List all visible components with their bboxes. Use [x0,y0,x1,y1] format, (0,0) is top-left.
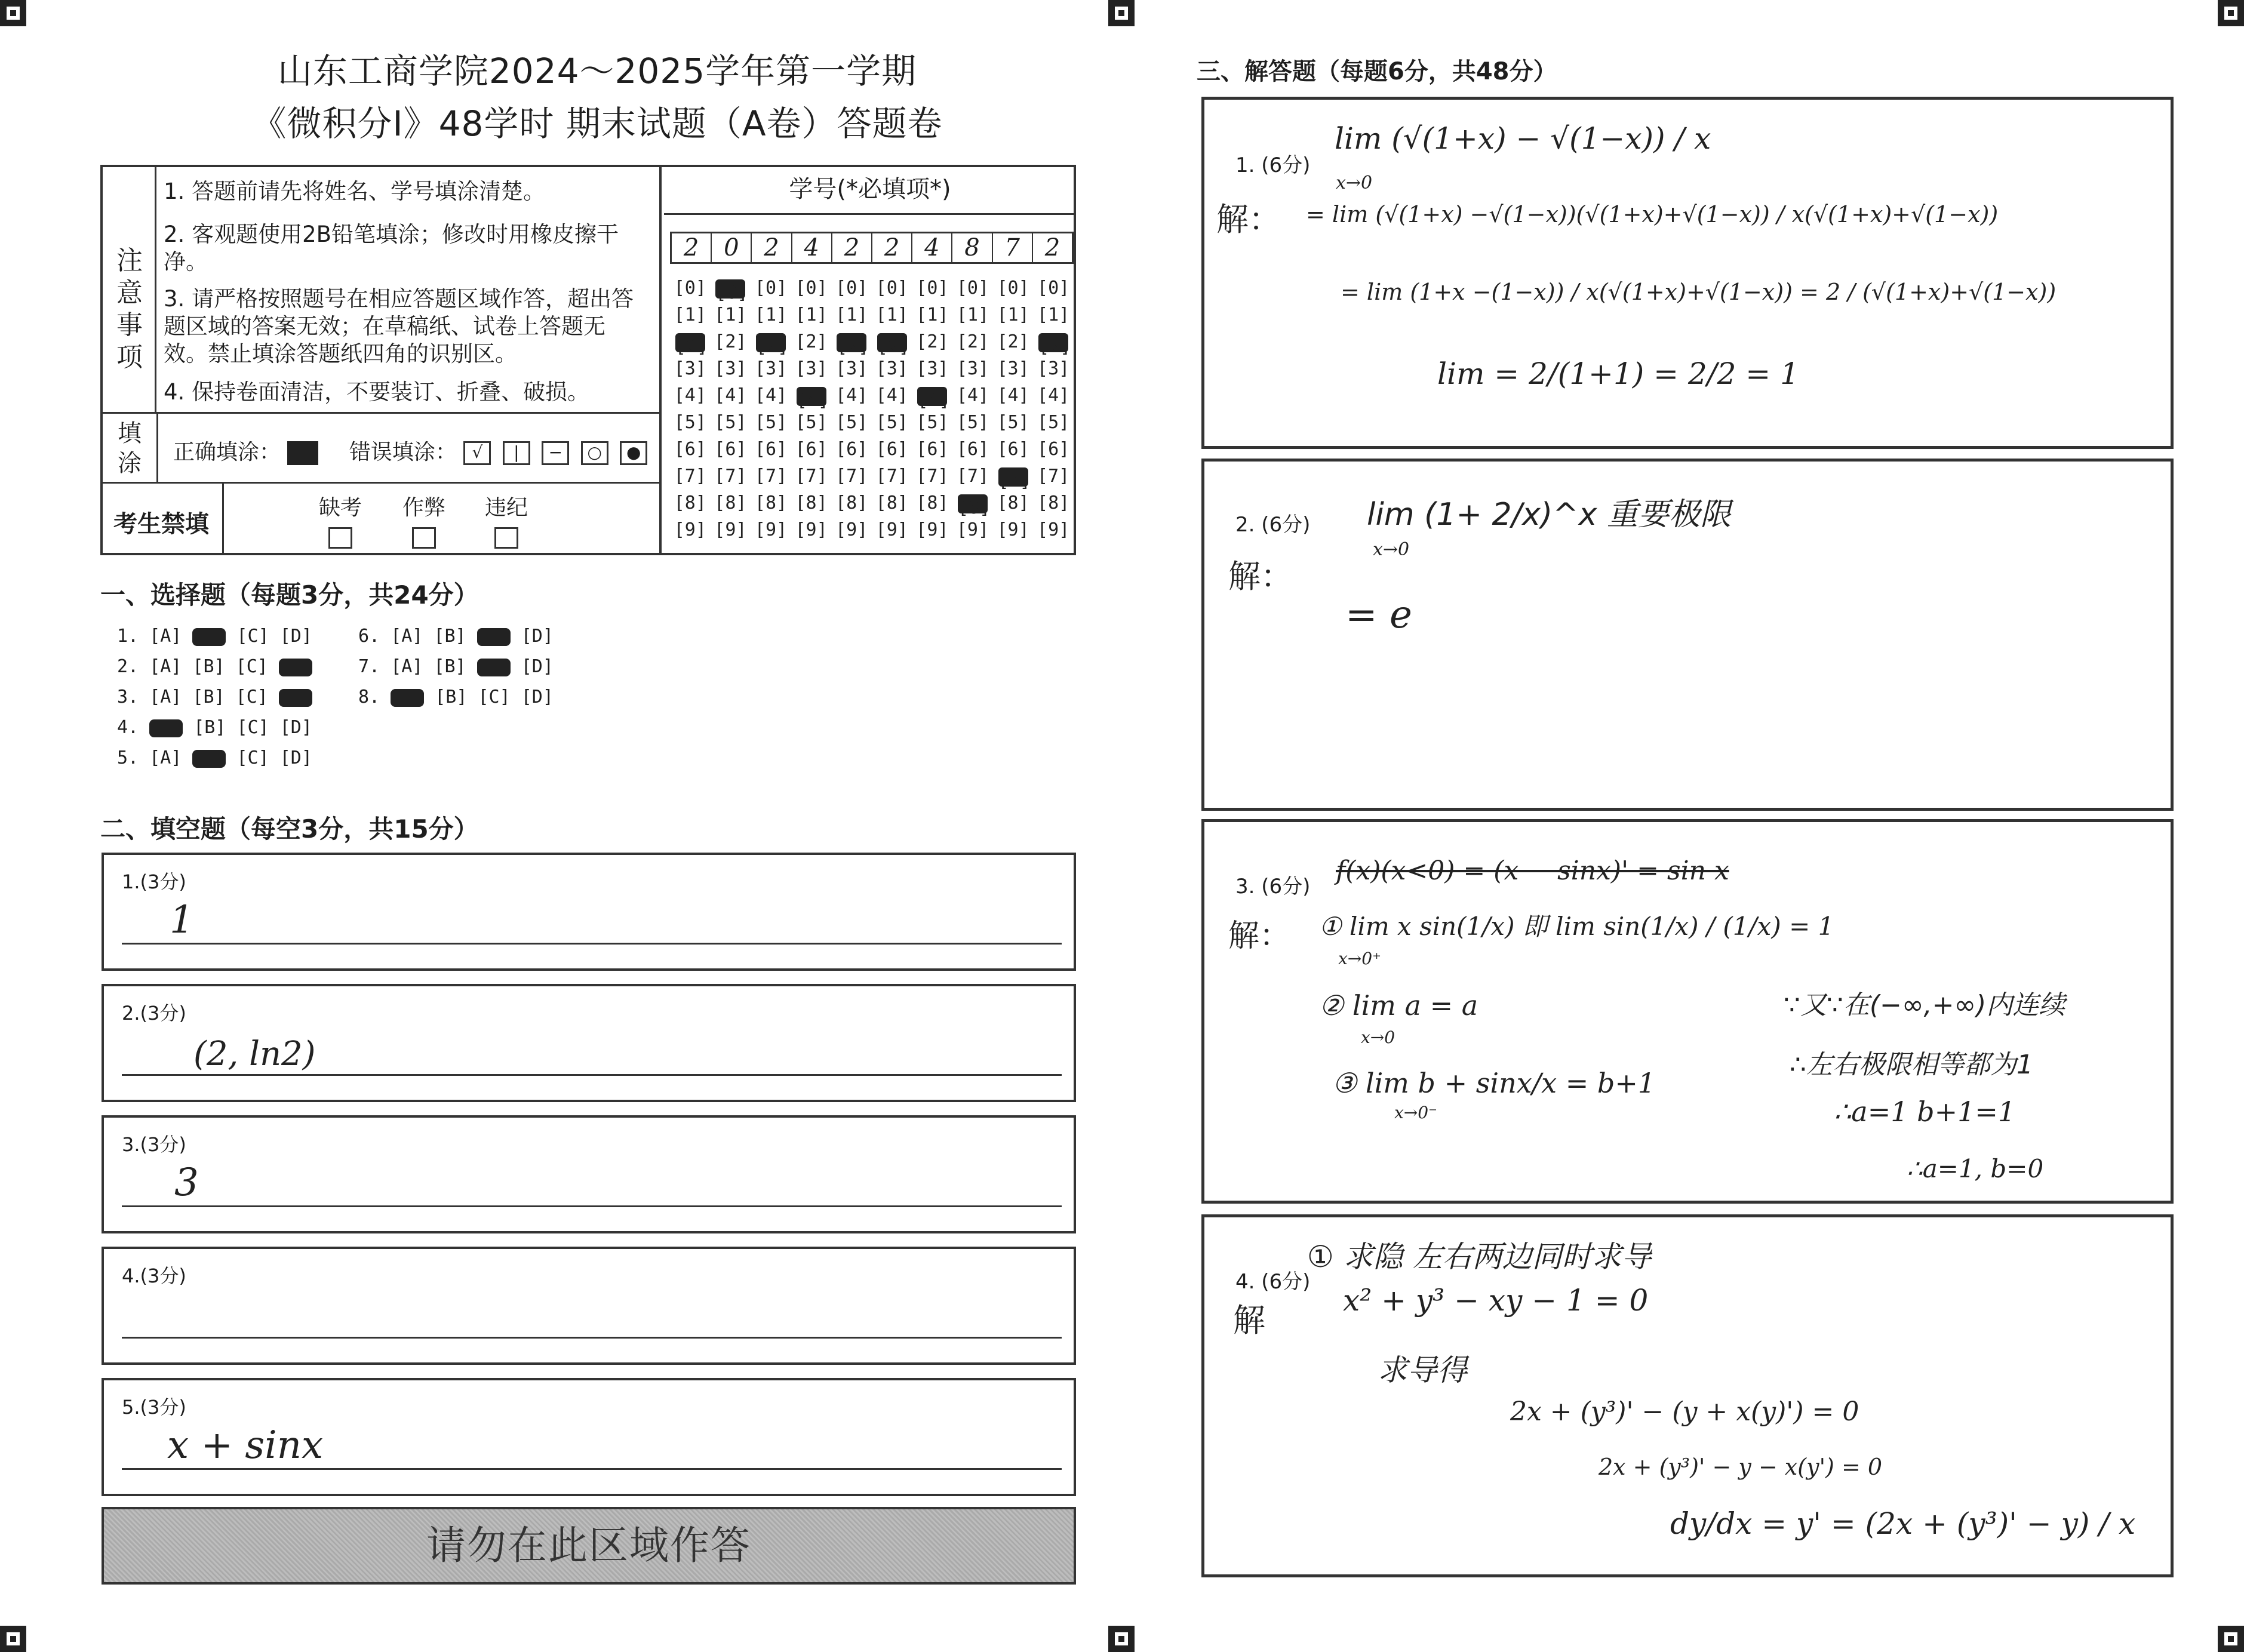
student-id-bubble[interactable]: [9] [754,519,788,540]
note-item-4: 4. 保持卷面清洁，不要装订、折叠、破损。 [164,379,590,405]
bubble-row [670,436,1074,463]
student-id-bubble[interactable]: [5] [674,412,706,433]
student-id-bubble[interactable]: [1] [714,304,747,325]
student-id-digit[interactable]: 7 [993,233,1033,262]
student-id-bubble[interactable]: [7] [674,466,706,487]
student-id-bubble[interactable]: [8] [754,493,788,513]
bubble-row [670,463,1074,490]
student-id-digit[interactable]: 2 [672,233,712,262]
student-id-digit[interactable]: 2 [872,233,912,262]
student-id-bubble[interactable]: [1] [916,304,949,325]
section1-title: 一、选择题（每题3分，共24分） [100,580,479,610]
student-id-bubble[interactable]: [5] [714,412,747,433]
fill-blank-answer[interactable]: x + sinx [167,1423,324,1468]
handwritten-line: = e [1345,593,1412,637]
student-id-bubble[interactable]: [3] [956,358,989,379]
student-id-bubble[interactable]: [3] [916,358,949,379]
fill-blank-box-2 [102,984,1076,1102]
student-id-bubble[interactable]: [7] [714,466,747,487]
student-id-bubble[interactable]: [2] [997,331,1029,352]
bubble-row [670,275,1074,302]
wrong-fill-example-dot: ● [620,441,647,465]
mc-question-number: 1. [117,626,150,647]
mc-option[interactable]: [C] [235,687,268,707]
mc-option[interactable]: [D] [521,626,554,647]
wrong-fill-label: 错误填涂： [349,440,457,464]
student-id-bubble[interactable]: [0] [795,278,828,299]
fill-blank-box-3 [102,1115,1076,1233]
student-id-bubble[interactable]: [0] [916,278,949,299]
mc-option[interactable]: [C] [236,717,269,738]
corner-mark-bottom-center [1108,1626,1135,1652]
exam-title-line1: 山东工商学院2024～2025学年第一学期 [277,51,917,91]
student-id-bubble[interactable]: [5] [956,412,989,433]
no-answer-zone [102,1507,1076,1585]
limit-subscript: x→0 [1336,173,1373,193]
student-id-bubble[interactable]: [3] [714,358,747,379]
student-id-bubble-grid [670,275,1074,543]
student-id-bubble[interactable]: [5] [835,412,868,433]
mc-question [117,626,323,647]
mc-option[interactable]: [D] [521,687,554,707]
note-item-2: 2. 客观题使用2B铅笔填涂；修改时用橡皮擦干净。 [164,222,619,275]
student-id-bubble[interactable]: [4] [956,385,989,406]
note-item-3: 3. 请严格按照题号在相应答题区域作答，超出答题区域的答案无效；在草稿纸、试卷上答题无效。禁止填涂答题纸四角的识别区。 [164,286,634,367]
student-id-bubble[interactable]: [6] [795,439,828,460]
handwritten-line: ② lim a = a [1319,989,1478,1022]
student-id-bubble[interactable]: [4] [1037,385,1070,406]
mc-question-number: 7. [358,656,391,677]
absent-label: 缺考 [319,496,362,520]
student-id-bubble[interactable]: [8] [714,493,747,513]
student-id-digit[interactable]: 4 [792,233,832,262]
mc-question-number: 6. [358,626,391,647]
handwritten-line: lim = 2/(1+1) = 2/2 = 1 [1437,356,1799,391]
fill-blank-label: 1.(3分) [122,870,186,893]
student-id-bubble-filled[interactable]: [2] [872,328,912,355]
solution-label: 解： [1228,918,1291,954]
mc-option[interactable]: [A] [391,656,423,677]
student-id-bubble[interactable]: [4] [997,385,1029,406]
handwritten-line: dy/dx = y' = (2x + (y³)' − y) / x [1670,1506,2136,1541]
student-id-bubble[interactable]: [1] [1037,304,1070,325]
mc-option[interactable]: [D] [279,717,312,738]
wrong-fill-example-bar: | [503,441,530,465]
student-id-bubble[interactable]: [7] [795,466,828,487]
notes-column [103,167,156,412]
student-id-bubble[interactable]: [8] [795,493,828,513]
handwritten-line: 2x + (y³)' − y − x(y') = 0 [1599,1454,1883,1480]
correct-fill-label: 正确填涂： [173,440,281,464]
student-id-bubble[interactable]: [4] [835,385,868,406]
student-id-bubble[interactable]: [0] [956,278,989,299]
handwritten-line: ∴左右极限相等都为1 [1790,1050,2033,1080]
student-id-digit[interactable]: 0 [712,233,752,262]
mc-question-number: 8. [358,687,391,707]
student-id-bubble[interactable]: [7] [956,466,989,487]
fill-blank-answer[interactable]: (2, ln2) [193,1035,316,1073]
student-id-bubble[interactable]: [9] [875,519,908,540]
answer-box-q1 [1201,97,2174,449]
student-id-bubble[interactable]: [5] [997,412,1029,433]
student-id-bubble[interactable]: [5] [754,412,788,433]
student-id-bubble[interactable]: [5] [1037,412,1070,433]
bubble-row [670,490,1074,516]
student-id-bubble[interactable]: [7] [835,466,868,487]
no-answer-zone-text: 请勿在此区域作答 [426,1522,751,1568]
student-id-bubble[interactable]: [6] [835,439,868,460]
mc-option[interactable]: [C] [236,626,269,647]
mc-option[interactable]: [C] [478,687,511,707]
fill-blank-answer[interactable]: 3 [174,1161,199,1205]
student-id-written [670,232,1074,264]
student-id-bubble[interactable]: [8] [1037,493,1070,513]
mc-option[interactable]: [B] [192,656,225,677]
mc-option[interactable]: [A] [391,626,423,647]
student-id-digit[interactable]: 8 [952,233,992,262]
fill-blank-label: 2.(3分) [122,1002,186,1025]
student-id-bubble[interactable]: [9] [835,519,868,540]
mc-option[interactable]: [D] [279,626,312,647]
mc-question [358,687,564,707]
mc-option-filled[interactable] [279,689,312,707]
student-id-bubble[interactable]: [4] [875,385,908,406]
handwritten-line: ∴a=1, b=0 [1907,1154,2044,1183]
question-label: 2. (6分) [1235,513,1311,537]
bubble-row [670,302,1074,328]
mc-option[interactable]: [A] [149,656,182,677]
mc-question [117,687,323,707]
student-id-bubble[interactable]: [6] [754,439,788,460]
fill-blank-box-5 [102,1378,1076,1496]
bubble-row [670,516,1074,543]
fill-blank-label: 4.(3分) [122,1265,186,1287]
student-id-bubble[interactable]: [7] [754,466,788,487]
bubble-row [670,409,1074,436]
student-id-bubble[interactable]: [6] [875,439,908,460]
student-id-bubble[interactable]: [2] [795,331,828,352]
handwritten-line: 求导得 [1378,1353,1467,1388]
solution-label: 解： [1216,201,1281,238]
mc-question [117,656,323,677]
student-id-bubble[interactable]: [2] [956,331,989,352]
student-id-bubble[interactable]: [6] [674,439,706,460]
mc-option[interactable]: [B] [435,687,468,707]
student-id-bubble[interactable]: [5] [875,412,908,433]
question-label: 4. (6分) [1235,1270,1311,1294]
fill-example-row [103,412,659,484]
mc-question [358,656,564,677]
mc-option[interactable]: [D] [521,656,554,677]
student-id-bubble-filled[interactable]: [2] [751,328,791,355]
correct-fill-example [287,441,318,465]
cheating-label: 作弊 [402,496,446,520]
student-id-bubble[interactable]: [1] [956,304,989,325]
student-id-bubble[interactable]: [7] [875,466,908,487]
mc-option-filled[interactable] [149,719,183,737]
mc-question-number: 4. [117,717,150,738]
section2-title: 二、填空题（每空3分，共15分） [100,814,479,844]
bubble-row [670,382,1074,409]
handwritten-line: f(x)(x<0) = (x − sinx)' = sin x [1336,856,1729,886]
student-id-bubble[interactable]: [2] [916,331,949,352]
mc-option[interactable]: [A] [149,626,182,647]
answer-box-q3 [1201,819,2174,1204]
student-id-bubble[interactable]: [8] [916,493,949,513]
student-id-bubble-filled[interactable]: [4] [791,382,832,409]
student-id-bubble[interactable]: [3] [754,358,788,379]
student-id-bubble[interactable]: [9] [674,519,706,540]
student-id-bubble[interactable]: [7] [1037,466,1070,487]
mc-question [117,747,323,768]
answer-box-q4 [1201,1214,2174,1577]
student-id-bubble[interactable]: [9] [956,519,989,540]
student-id-bubble[interactable]: [6] [956,439,989,460]
mc-question-number: 2. [117,656,150,677]
mc-option-filled[interactable] [192,750,226,768]
exam-title-line2: 《微积分I》48学时 期末试题（A卷）答题卷 [251,103,943,144]
notes-label: 注意事项 [116,245,143,373]
student-id-bubble[interactable]: [1] [997,304,1029,325]
corner-mark-top-left [0,0,26,26]
mc-option[interactable]: [D] [279,747,312,768]
student-id-bubble[interactable]: [9] [714,519,747,540]
student-id-bubble[interactable]: [1] [754,304,788,325]
student-id-title: 学号(*必填项*) [664,167,1076,215]
limit-subscript: x→0⁻ [1394,1103,1437,1122]
student-id-bubble[interactable]: [8] [835,493,868,513]
fill-blank-label: 3.(3分) [122,1133,186,1156]
mc-option[interactable]: [C] [235,656,268,677]
student-id-bubble[interactable]: [9] [997,519,1029,540]
mc-option[interactable]: [B] [193,717,226,738]
fill-blank-box-1 [102,853,1076,971]
student-id-bubble[interactable]: [2] [714,331,747,352]
header-info-box [100,165,1076,555]
handwritten-line: ① 求隐 左右两边同时求导 [1307,1239,1652,1274]
handwritten-line: 2x + (y³)' − (y + x(y)') = 0 [1510,1396,1859,1427]
student-id-bubble[interactable]: [1] [674,304,706,325]
student-id-bubble[interactable]: [0] [835,278,868,299]
student-id-bubble[interactable]: [9] [916,519,949,540]
student-id-bubble[interactable]: [0] [997,278,1029,299]
student-id-bubble[interactable]: [6] [997,439,1029,460]
student-id-bubble-filled[interactable]: [2] [831,328,872,355]
student-id-bubble[interactable]: [3] [1037,358,1070,379]
handwritten-line: = lim (√(1+x) −√(1−x))(√(1+x)+√(1−x)) / x(√(1+x)+√(1−x)) [1306,201,1999,227]
student-id-bubble-filled[interactable]: [7] [993,463,1034,490]
mc-question-number: 3. [117,687,150,707]
mc-option[interactable]: [A] [149,747,182,768]
bubble-row [670,328,1074,355]
section3-title: 三、解答题（每题6分，共48分） [1197,58,1557,85]
student-id-bubble[interactable]: [4] [714,385,747,406]
corner-mark-top-center [1108,0,1135,26]
solution-label: 解： [1228,558,1293,595]
student-id-bubble[interactable]: [3] [835,358,868,379]
limit-subscript: x→0 [1361,1027,1395,1047]
student-id-bubble[interactable]: [1] [835,304,868,325]
student-id-bubble[interactable]: [0] [674,278,706,299]
student-id-bubble[interactable]: [4] [674,385,706,406]
mc-option[interactable]: [B] [434,626,466,647]
mc-option-filled[interactable] [279,659,312,676]
wrong-fill-example-circle: ○ [581,441,608,465]
student-id-bubble[interactable]: [1] [875,304,908,325]
student-id-bubble[interactable]: [0] [754,278,788,299]
answer-box-q2 [1201,459,2174,811]
cheating-checkbox[interactable] [412,527,436,549]
student-id-digit[interactable]: 2 [832,233,872,262]
handwritten-line: x² + y³ − xy − 1 = 0 [1343,1283,1649,1318]
solution-label: 解 [1233,1302,1265,1339]
student-id-bubble[interactable]: [6] [916,439,949,460]
handwritten-line: lim (√(1+x) − √(1−x)) / x [1335,121,1711,156]
corner-mark-top-right [2218,0,2244,26]
proctor-only-row [103,484,659,554]
handwritten-line: ③ lim b + sinx/x = b+1 [1332,1067,1656,1099]
student-id-bubble[interactable]: [6] [1037,439,1070,460]
student-id-bubble[interactable]: [0] [875,278,908,299]
mc-option[interactable]: [A] [149,687,182,707]
student-id-bubble[interactable]: [3] [875,358,908,379]
mc-option[interactable]: [B] [192,687,225,707]
wrong-fill-example-check: √ [463,441,491,465]
question-label: 3. (6分) [1235,875,1311,899]
mc-option-filled[interactable] [192,628,226,646]
fill-blank-label: 5.(3分) [122,1396,186,1419]
proctor-only-label: 考生禁填 [113,510,209,538]
student-id-bubble[interactable]: [0] [1037,278,1070,299]
student-id-digit[interactable]: 2 [752,233,792,262]
mc-option[interactable]: [C] [236,747,269,768]
handwritten-line: ∵又∵在(−∞,+∞)内连续 [1784,990,2065,1020]
student-id-bubble[interactable]: [4] [754,385,788,406]
fill-blank-box-4 [102,1247,1076,1365]
question-label: 1. (6分) [1235,153,1311,177]
mc-question [358,626,564,647]
student-id-bubble[interactable]: [5] [916,412,949,433]
handwritten-line: = lim (1+x −(1−x)) / x(√(1+x)+√(1−x)) = 2 / (√(1+x)+√(1−x)) [1341,279,2057,305]
mc-option[interactable]: [B] [434,656,466,677]
student-id-bubble[interactable]: [8] [875,493,908,513]
student-id-bubble-filled[interactable]: [4] [912,382,953,409]
fill-label: 填涂 [118,420,142,477]
student-id-bubble-filled[interactable]: [2] [670,328,711,355]
handwritten-line: ∴a=1 b+1=1 [1834,1096,2016,1128]
mc-question-number: 5. [117,747,150,768]
bubble-row [670,355,1074,382]
limit-subscript: x→0 [1373,539,1410,560]
student-id-bubble-filled[interactable]: [2] [1033,328,1074,355]
violation-checkbox[interactable] [494,527,518,549]
student-id-digit[interactable]: 2 [1044,234,1060,262]
corner-mark-bottom-left [0,1626,26,1652]
note-item-1: 1. 答题前请先将姓名、学号填涂清楚。 [164,179,546,204]
student-id-bubble[interactable]: [9] [795,519,828,540]
student-id-digit[interactable]: 4 [912,233,952,262]
student-id-bubble[interactable]: [7] [916,466,949,487]
student-id-bubble[interactable]: [3] [674,358,706,379]
student-id-bubble[interactable]: [5] [795,412,828,433]
violation-label: 违纪 [485,496,528,520]
corner-mark-bottom-right [2218,1626,2244,1652]
student-id-bubble[interactable]: [8] [674,493,706,513]
mc-question [117,717,323,738]
student-id-bubble-filled[interactable]: [0] [711,275,751,302]
student-id-bubble[interactable]: [3] [997,358,1029,379]
student-id-bubble[interactable]: [8] [997,493,1029,513]
wrong-fill-example-dash: − [542,441,569,465]
fill-blank-answer[interactable]: 1 [170,898,194,942]
absent-checkbox[interactable] [328,527,352,549]
handwritten-line: lim (1+ 2/x)^x 重要极限 [1367,497,1732,533]
student-id-bubble[interactable]: [1] [795,304,828,325]
student-id-bubble-filled[interactable]: [8] [952,490,993,516]
mc-option-filled[interactable] [477,628,511,646]
student-id-bubble[interactable]: [6] [714,439,747,460]
student-id-bubble[interactable]: [9] [1037,519,1070,540]
mc-option-filled[interactable] [391,689,424,707]
student-id-bubble[interactable]: [3] [795,358,828,379]
mc-option-filled[interactable] [477,659,511,676]
limit-subscript: x→0⁺ [1338,949,1381,968]
handwritten-line: ① lim x sin(1/x) 即 lim sin(1/x) / (1/x) = 1 [1319,912,1834,941]
